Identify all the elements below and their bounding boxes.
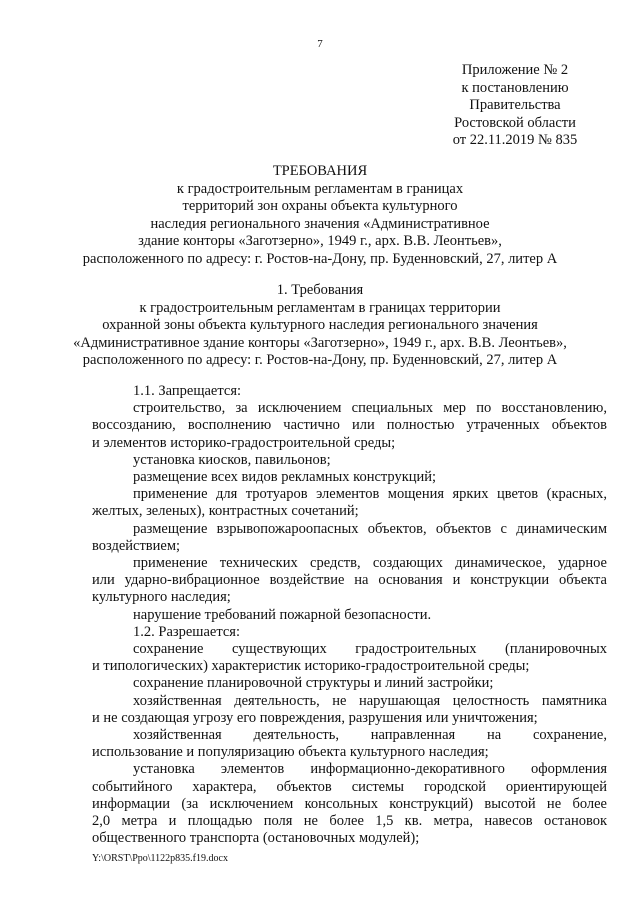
body-line: 2,0 метра и площадью поля не более 1,5 кв. метра, навесов остановок xyxy=(92,813,607,830)
body-line: и не создающая угрозу его повреждения, разрушения или уничтожения; xyxy=(92,709,538,726)
section-heading-line: расположенного по адресу: г. Ростов-на-Дону, пр. Буденновский, 27, литер А xyxy=(82,352,558,368)
title-line: здание конторы «Заготзерно», 1949 г., арх. В.В. Леонтьев», xyxy=(138,233,502,249)
appendix-line: Приложение № 2 xyxy=(461,62,569,78)
section-heading-line: к градостроительным регламентам в границах территории xyxy=(139,299,501,316)
body-line: и типологических) характеристик историко-градостроительной среды; xyxy=(92,658,530,675)
body-line: информации (за исключением консольных конструкций) высотой не более xyxy=(92,795,607,812)
body-line: нарушение требований пожарной безопасности. xyxy=(133,606,432,623)
body-line: 1.1. Запрещается: xyxy=(133,383,242,399)
body-line: использование и популяризацию объекта культурного наследия; xyxy=(92,744,489,761)
body-line: сохранение существующих градостроительных (планировочных xyxy=(133,641,607,658)
footer-file-path: Y:\ORST\Ppo\1122p835.f19.docx xyxy=(92,853,228,864)
body-text xyxy=(92,383,607,847)
appendix-line: Правительства xyxy=(469,97,561,113)
appendix-header xyxy=(440,62,590,150)
body-line: 1.2. Разрешается: xyxy=(133,623,240,640)
body-line: применение технических средств, создающих динамическое, ударное xyxy=(133,555,607,572)
title-line: территорий зон охраны объекта культурного xyxy=(182,198,458,214)
section-heading-line: охранной зоны объекта культурного наследия регионального значения xyxy=(102,317,538,333)
page-number: 7 xyxy=(317,38,323,50)
body-line: размещение взрывопожароопасных объектов, объектов с динамическим xyxy=(133,520,607,537)
appendix-line: Ростовской области xyxy=(454,114,576,131)
body-line: размещение всех видов рекламных конструкций; xyxy=(133,469,437,486)
section-heading xyxy=(0,282,640,370)
title-line: к градостроительным регламентам в границах xyxy=(176,180,464,197)
section-heading-line: 1. Требования xyxy=(276,282,364,298)
body-line: культурного наследия; xyxy=(92,589,231,606)
body-line: хозяйственная деятельность, направленная на сохранение, xyxy=(133,727,607,744)
body-line: воздействием; xyxy=(92,537,181,554)
body-line: воссозданию, восполнению частично или полностью утраченных объектов xyxy=(92,417,607,434)
appendix-line: от 22.11.2019 № 835 xyxy=(452,132,578,148)
document-title xyxy=(0,163,640,268)
title-line: наследия регионального значения «Административное xyxy=(150,215,490,232)
title-line: расположенного по адресу: г. Ростов-на-Дону, пр. Буденновский, 27, литер А xyxy=(82,250,558,267)
body-line: установка элементов информационно-декоративного оформления xyxy=(133,761,607,778)
body-line: применение для тротуаров элементов мощения ярких цветов (красных, xyxy=(133,486,607,503)
body-line: желтых, зеленых), контрастных сочетаний; xyxy=(92,503,359,520)
section-heading-line: «Административное здание конторы «Заготзерно», 1949 г., арх. В.В. Леонтьев», xyxy=(73,334,567,351)
body-line: и элементов историко-градостроительной среды; xyxy=(92,434,396,451)
body-line: установка киосков, павильонов; xyxy=(133,451,331,468)
title-line: ТРЕБОВАНИЯ xyxy=(272,163,368,179)
body-line: общественного транспорта (остановочных модулей); xyxy=(92,830,420,847)
body-line: хозяйственная деятельность, не нарушающая целостность памятника xyxy=(133,692,607,709)
body-line: или ударно-вибрационное воздействие на основания и конструкции объекта xyxy=(92,572,607,589)
appendix-line: к постановлению xyxy=(461,79,569,96)
body-line: сохранение планировочной структуры и линий застройки; xyxy=(133,675,494,692)
body-line: событийного характера, объектов системы городской ориентирующей xyxy=(92,778,607,795)
body-line: строительство, за исключением специальных мер по восстановлению, xyxy=(133,400,607,417)
